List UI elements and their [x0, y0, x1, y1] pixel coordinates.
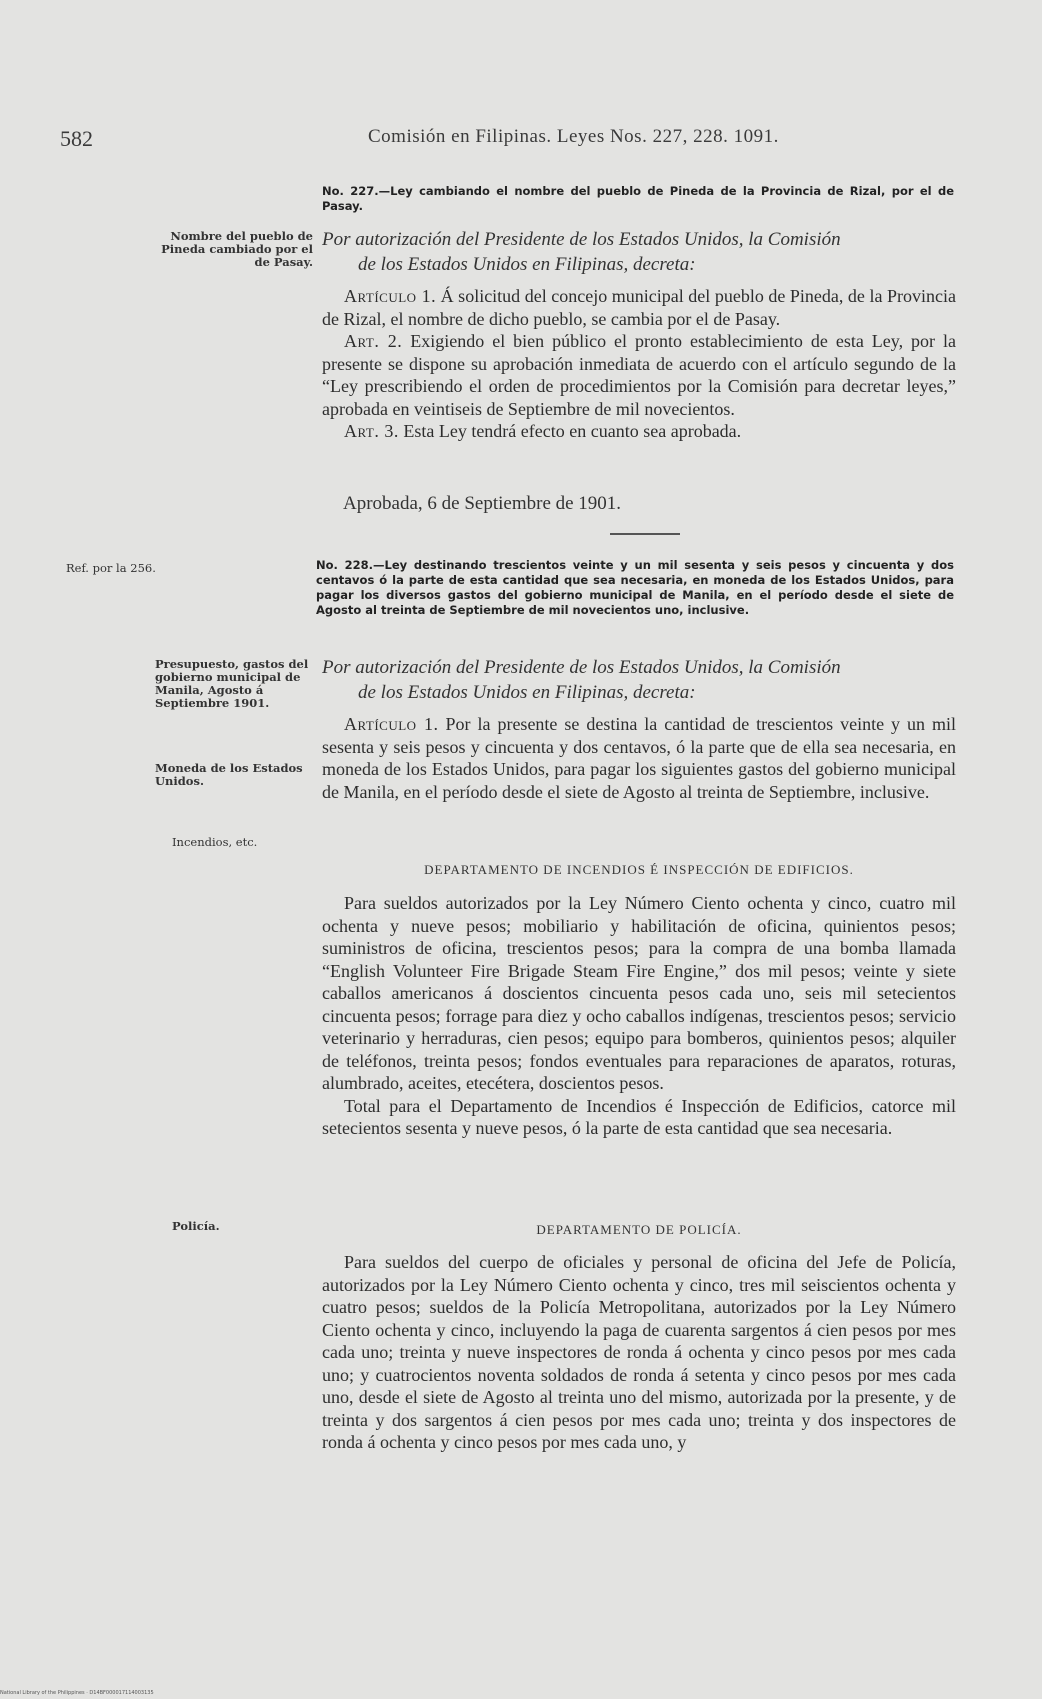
law-227-title: No. 227.—Ley cambiando el nombre del pueblo de Pineda de la Provincia de Rizal, por el de Pasay. [322, 184, 954, 213]
margin-note-moneda: Moneda de los Estados Unidos. [155, 761, 303, 788]
margin-note-presupuesto: Presupuesto, gastos del gobierno municipal de Manila, Agosto á Septiembre 1901. [155, 657, 309, 710]
running-title: Comisión en Filipinas. Leyes Nos. 227, 228. 1091. [368, 126, 779, 147]
margin-note-pineda: Nombre del pueblo de Pineda cambiado por el de Pasay. [161, 229, 313, 269]
section-divider [610, 533, 680, 535]
margin-note-policia: Policía. [172, 1219, 220, 1233]
law-227-article-1: Artículo 1. Á solicitud del concejo municipal del pueblo de Pineda, de la Provincia de Rizal, el nombre de dicho pueblo, se cambia por el de Pasay. [322, 286, 956, 329]
page-number: 582 [60, 126, 93, 151]
law-228-title: No. 228.—Ley destinando trescientos veinte y un mil sesenta y seis pesos y cincuenta y dos centavos ó la parte de esta cantidad que sea necesaria, en moneda de los Estados Unidos, para pagar los diversos gastos del gobierno municipal de Manila, en el período desde el siete de Agosto al treinta de Septiembre de mil novecientos uno, inclusive. [316, 558, 954, 617]
law-227-articles [322, 285, 956, 443]
law-227-enacting-line-2: de los Estados Unidos en Filipinas, decreta: [358, 254, 696, 275]
policia-paragraph-1: Para sueldos del cuerpo de oficiales y personal de oficina del Jefe de Policía, autorizados por la Ley Número Ciento ochenta y cinco, tres mil seiscientos ochenta y cuatro pesos; sueldos de la Policía Metropolitana, autorizados por la Ley Número Ciento ochenta y cinco, incluyendo la paga de cuarenta sargentos á cien pesos por mes cada uno; treinta y nueve inspectores de ronda á ochenta y cinco pesos por mes cada uno; y cuatrocientos noventa soldados de ronda á setenta y cinco pesos por mes cada uno, desde el siete de Agosto al treinta uno del mismo, autorizada por la presente, y de treinta y dos sargentos á cien pesos por mes cada uno; treinta y dos inspectores de ronda á ochenta y cinco pesos por mes cada uno, y [322, 1252, 956, 1452]
scan-credit: National Library of the Philippines · D14BF000017114003135 [0, 1690, 154, 1696]
law-227-article-2: Art. 2. Exigiendo el bien público el pronto establecimiento de esta Ley, por la presente se dispone su aprobación inmediata de acuerdo con el artículo segundo de la “Ley prescribiendo el orden de procedimientos por la Comisión para decretar leyes,” aprobada en veintiseis de Septiembre de mil novecientos. [322, 331, 956, 419]
section-heading-incendios: DEPARTAMENTO DE INCENDIOS É INSPECCIÓN DE EDIFICIOS. [424, 862, 854, 877]
margin-note-incendios: Incendios, etc. [172, 835, 258, 849]
margin-note-ref: Ref. por la 256. [66, 561, 156, 575]
incendios-paragraph-2: Total para el Departamento de Incendios é Inspección de Edificios, catorce mil setecientos sesenta y nueve pesos, ó la parte de esta cantidad que sea necesaria. [322, 1095, 956, 1138]
law-228-enacting-line-1: Por autorización del Presidente de los Estados Unidos, la Comisión [322, 657, 841, 678]
section-incendios-body [322, 892, 956, 1140]
law-228-article-1: Artículo 1. Por la presente se destina la cantidad de trescientos veinte y un mil sesenta y seis pesos y cincuenta y dos centavos, ó la parte que de ella sea necesaria, en moneda de los Estados Unidos, para pagar los siguientes gastos del gobierno municipal de Manila, en el período desde el siete de Agosto al treinta de Septiembre, inclusive. [322, 714, 957, 802]
law-227-enacting-line-1: Por autorización del Presidente de los Estados Unidos, la Comisión [322, 229, 841, 250]
section-policia-body [322, 1251, 956, 1454]
incendios-paragraph-1: Para sueldos autorizados por la Ley Número Ciento ochenta y cinco, cuatro mil ochenta y nueve pesos; mobiliario y habilitación de oficina, quinientos pesos; suministros de oficina, trescientos pesos; para la compra de una bomba llamada “English Volunteer Fire Brigade Steam Fire Engine,” dos mil pesos; veinte y siete caballos americanos á doscientos cincuenta pesos cada uno, seis mil setecientos cincuenta pesos; forrage para diez y ocho caballos indígenas, trescientos pesos; servicio veterinario y herraduras, cien pesos; equipo para bomberos, quinientos pesos; alquiler de teléfonos, treinta pesos; fondos eventuales para reparaciones de aparatos, roturas, alumbrado, aceites, etecétera, doscientos pesos. [322, 893, 956, 1093]
section-heading-policia: DEPARTAMENTO DE POLICÍA. [536, 1222, 742, 1237]
law-227-approved-date: Aprobada, 6 de Septiembre de 1901. [343, 493, 622, 514]
law-228-enacting-line-2: de los Estados Unidos en Filipinas, decreta: [358, 682, 696, 703]
law-227-article-3: Art. 3. Esta Ley tendrá efecto en cuanto sea aprobada. [344, 421, 742, 441]
